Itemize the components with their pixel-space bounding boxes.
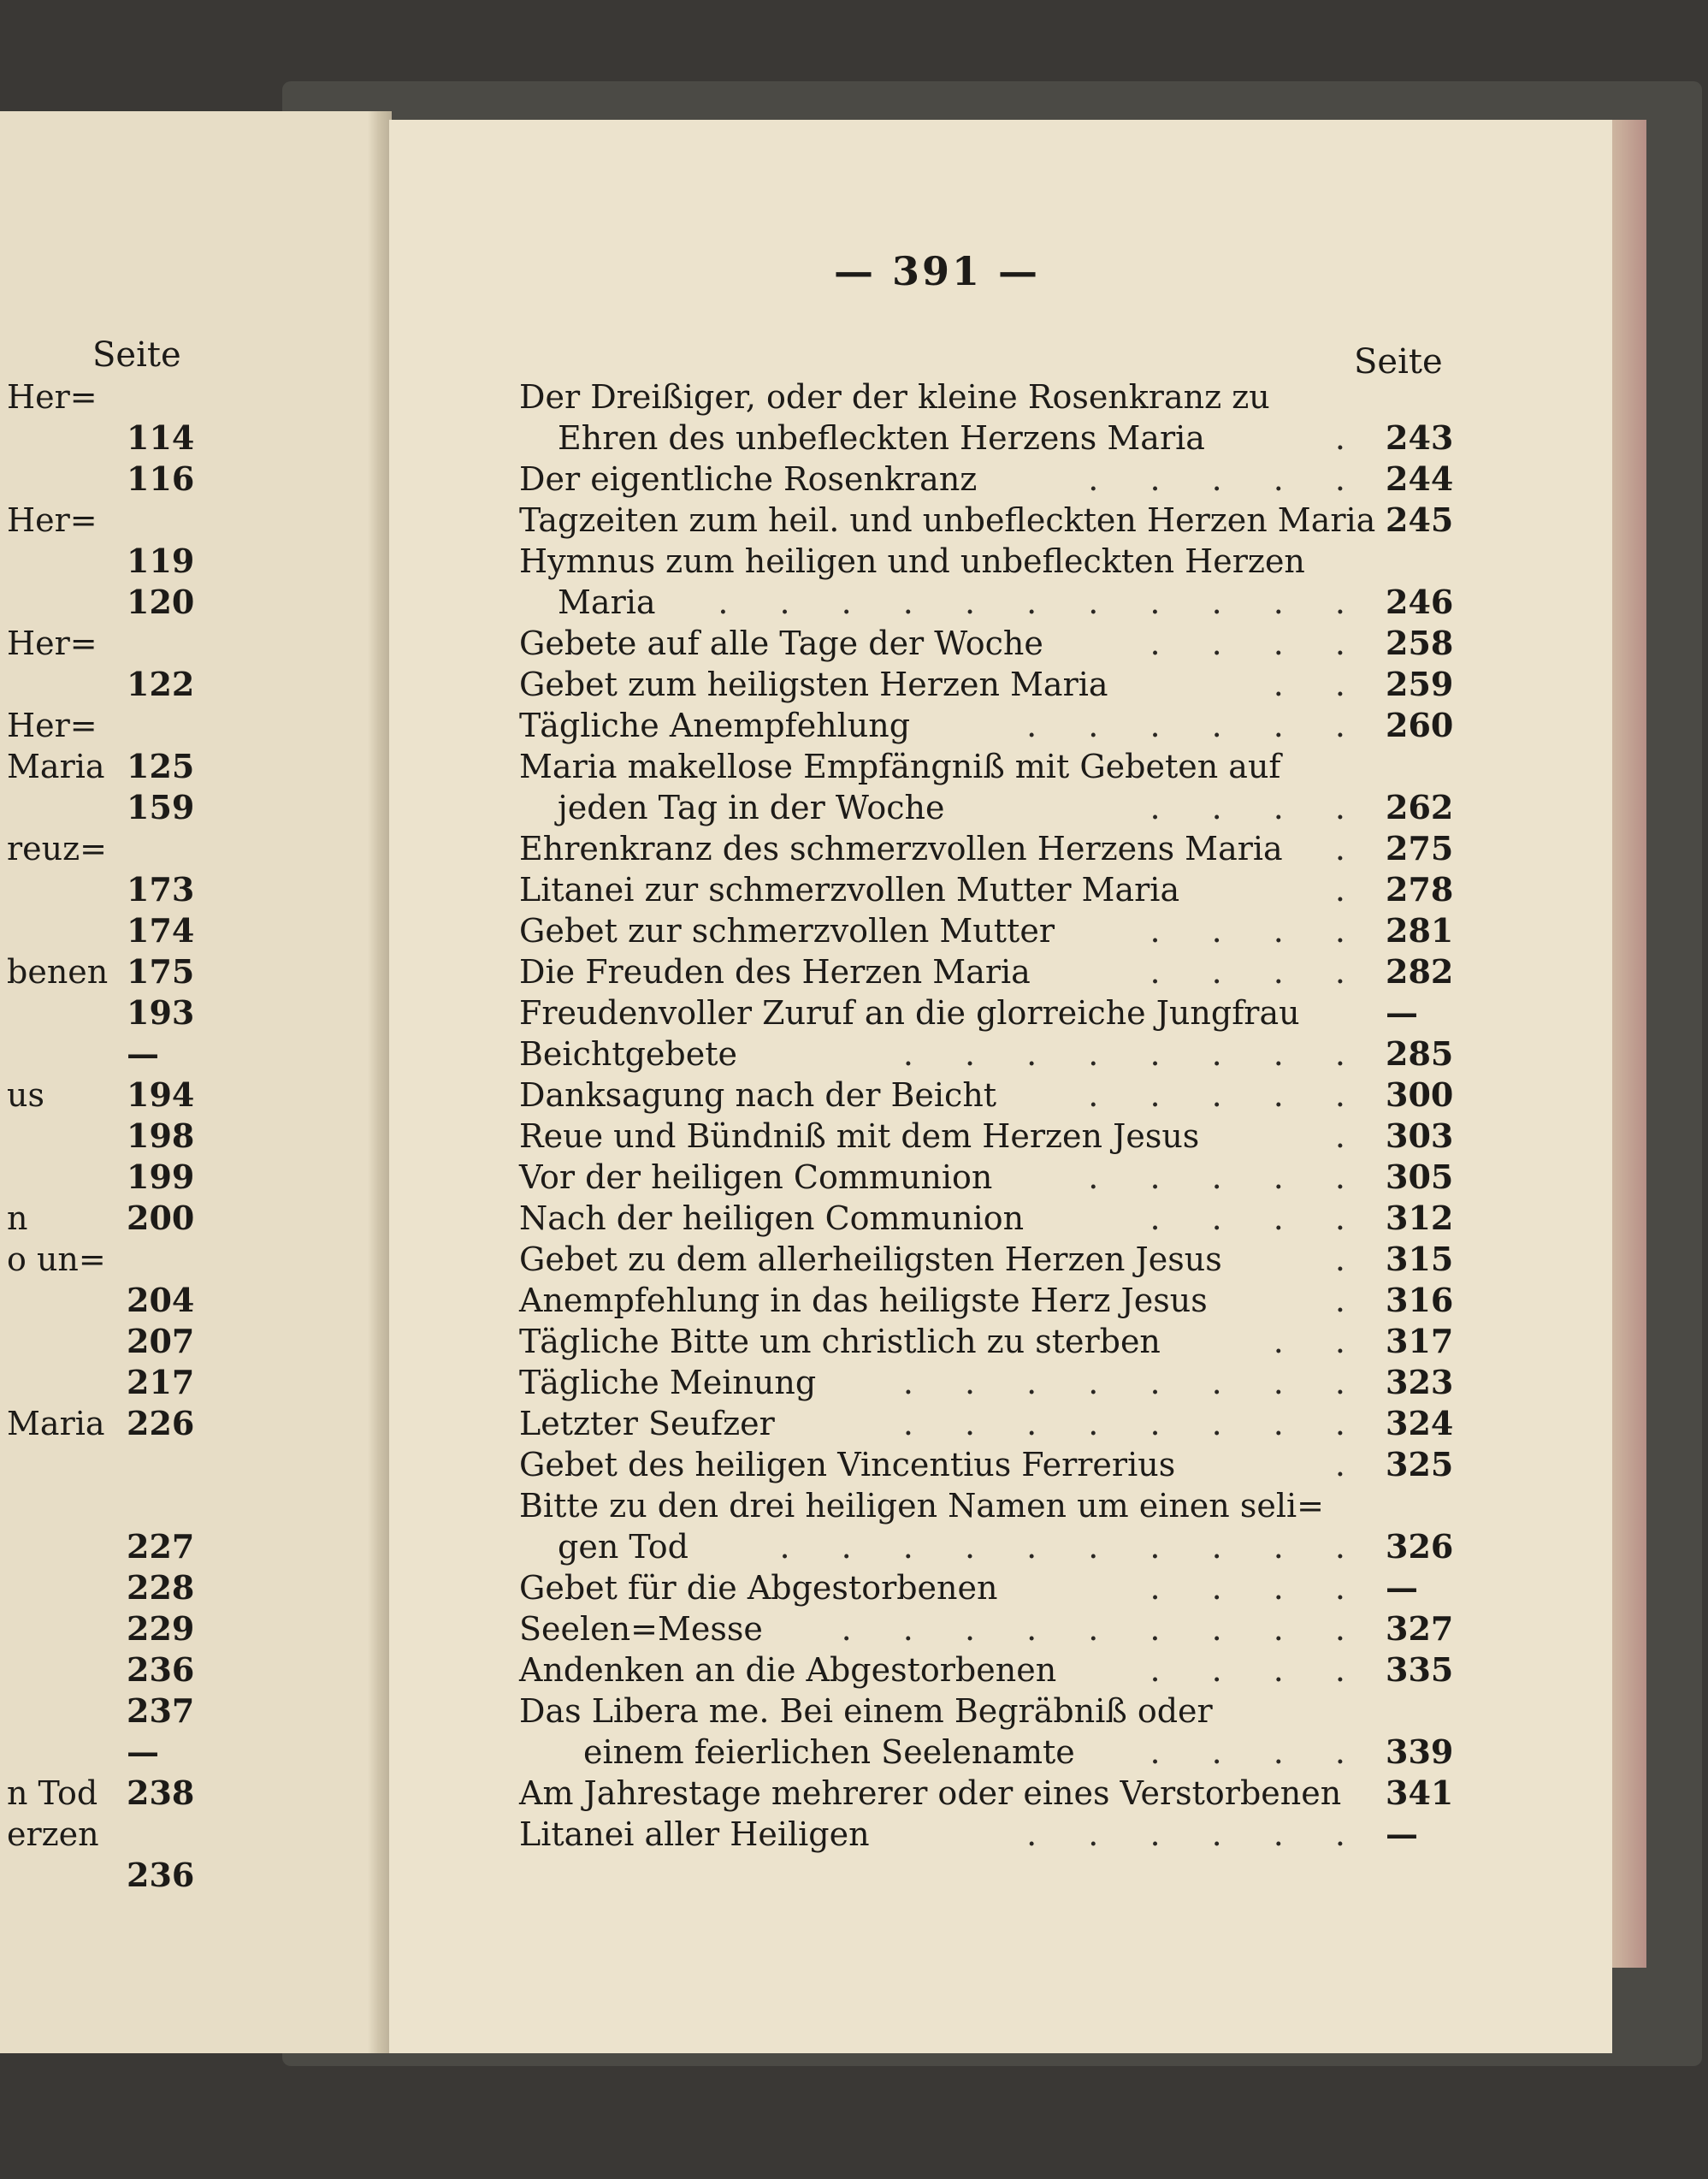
toc-entry-title: Bitte zu den drei heiligen Namen um einen seli= [519, 1487, 1324, 1525]
leader-dots: . . [1273, 1323, 1366, 1360]
toc-page-number: 316 [1386, 1281, 1454, 1319]
leader-dots: . [1334, 871, 1366, 909]
left-toc-page-number: 173 [127, 870, 195, 909]
toc-entry [519, 1321, 1460, 1362]
toc-entry [519, 1033, 1460, 1075]
left-toc-page-number: 159 [127, 788, 195, 826]
toc-entry [519, 1198, 1460, 1239]
left-toc-row [0, 417, 197, 459]
toc-page-number: 258 [1386, 624, 1454, 662]
toc-entry-line [519, 1567, 1460, 1608]
toc-entry-title: Maria makellose Empfängniß mit Gebeten auf [519, 748, 1281, 785]
toc-entry-title: Andenken an die Abgestorbenen [519, 1651, 1057, 1689]
toc-page-number: 317 [1386, 1322, 1454, 1360]
toc-page-number: 305 [1386, 1158, 1454, 1196]
toc-entry-line [519, 1116, 1460, 1157]
left-toc-row [0, 828, 197, 869]
toc-entry-line [519, 1198, 1460, 1239]
toc-page-number: 341 [1386, 1773, 1454, 1812]
toc-page-number: 259 [1386, 665, 1454, 703]
left-toc-row [0, 705, 197, 746]
table-of-contents [519, 376, 1460, 1855]
toc-entry [519, 1649, 1460, 1691]
toc-entry [519, 541, 1460, 623]
left-toc-page-number: 226 [127, 1404, 195, 1442]
toc-entry-title: Tagzeiten zum heil. und unbefleckten Herzen Maria [519, 501, 1376, 539]
toc-page-number: 260 [1386, 706, 1454, 744]
left-toc-page-number: 122 [127, 665, 195, 703]
toc-entry [519, 664, 1460, 705]
toc-entry-title: Gebet für die Abgestorbenen [519, 1569, 998, 1607]
toc-entry-line [519, 1691, 1460, 1732]
toc-entry [519, 459, 1460, 500]
toc-entry-line [519, 459, 1460, 500]
left-toc-row [0, 787, 197, 828]
toc-page-number: 278 [1386, 870, 1454, 909]
toc-entry-line [519, 1075, 1460, 1116]
toc-entry-line [519, 1280, 1460, 1321]
toc-entry-title: einem feierlichen Seelenamte [583, 1733, 1075, 1771]
left-toc-text: benen [7, 953, 109, 991]
toc-entry [519, 1157, 1460, 1198]
toc-entry [519, 623, 1460, 664]
left-toc-row [0, 1321, 197, 1362]
toc-entry-line [519, 705, 1460, 746]
toc-entry-line [519, 1321, 1460, 1362]
leader-dots: . . . . [1150, 1569, 1366, 1607]
toc-entry-title: Gebet zu dem allerheiligsten Herzen Jesus [519, 1240, 1222, 1278]
left-toc-row [0, 992, 197, 1033]
left-toc-text: us [7, 1076, 44, 1114]
toc-entry [519, 910, 1460, 951]
toc-entry [519, 1116, 1460, 1157]
toc-entry [519, 951, 1460, 992]
leader-dots: . . . . . . [1026, 1815, 1366, 1853]
left-toc-page-number: 236 [127, 1856, 195, 1894]
toc-entry-line [519, 1157, 1460, 1198]
toc-entry-title: Die Freuden des Herzen Maria [519, 953, 1031, 991]
page-number: — 391 — [834, 248, 1041, 294]
toc-entry [519, 1485, 1460, 1567]
seite-header-right: Seite [1354, 342, 1443, 382]
toc-page-number: 335 [1386, 1650, 1454, 1689]
leader-dots: . . . . . . [1026, 707, 1366, 744]
leader-dots: . [1334, 1446, 1366, 1483]
toc-entry-title: Nach der heiligen Communion [519, 1199, 1025, 1237]
left-toc-page-number: 175 [127, 952, 195, 991]
toc-entry-line [519, 1033, 1460, 1075]
toc-entry-title: Der eigentliche Rosenkranz [519, 460, 978, 498]
toc-entry-line [519, 1649, 1460, 1691]
leader-dots: . . [1273, 666, 1366, 703]
leader-dots: . . . . [1150, 1199, 1366, 1237]
left-toc-page-number: 120 [127, 583, 195, 621]
toc-entry-line [519, 1239, 1460, 1280]
left-toc-page-number: 204 [127, 1281, 195, 1319]
toc-page-number: 243 [1386, 418, 1454, 457]
toc-entry-title: Anempfehlung in das heiligste Herz Jesus [519, 1282, 1208, 1319]
left-toc-page-number: 200 [127, 1199, 195, 1237]
toc-entry [519, 1608, 1460, 1649]
toc-entry-line [519, 1608, 1460, 1649]
left-toc-row [0, 582, 197, 623]
toc-entry [519, 705, 1460, 746]
toc-page-number: 303 [1386, 1116, 1454, 1155]
toc-entry [519, 1280, 1460, 1321]
toc-entry-title: Gebet des heiligen Vincentius Ferrerius [519, 1446, 1176, 1483]
toc-entry-title: Der Dreißiger, oder der kleine Rosenkranz zu [519, 378, 1270, 416]
left-toc-text: Her= [7, 501, 98, 539]
toc-entry [519, 869, 1460, 910]
toc-entry-line [519, 541, 1460, 582]
toc-page-number: 282 [1386, 952, 1454, 991]
toc-entry-line [519, 1362, 1460, 1403]
leader-dots: . . . . . . . . [902, 1405, 1366, 1442]
left-toc-text: Her= [7, 625, 98, 662]
leader-dots: . . . . . . . . [902, 1035, 1366, 1073]
toc-page-number: — [1386, 993, 1418, 1032]
toc-page-number: 326 [1386, 1527, 1454, 1566]
toc-entry-line [519, 746, 1460, 787]
toc-page-number: — [1386, 1568, 1418, 1607]
left-toc-text: o un= [7, 1240, 106, 1278]
left-toc-row [0, 1732, 197, 1773]
toc-entry-title: Letzter Seufzer [519, 1405, 775, 1442]
toc-entry [519, 500, 1460, 541]
left-toc-page-number: 198 [127, 1116, 195, 1155]
toc-entry-line [519, 417, 1460, 459]
toc-entry-title: Gebet zum heiligsten Herzen Maria [519, 666, 1108, 703]
toc-entry [519, 376, 1460, 459]
left-toc-text: Her= [7, 378, 98, 416]
left-toc-page-number: 199 [127, 1158, 195, 1196]
left-toc-row [0, 1649, 197, 1691]
left-toc-text: Maria [7, 1405, 105, 1442]
toc-entry [519, 992, 1460, 1033]
toc-page-number: 300 [1386, 1075, 1454, 1114]
left-toc-row [0, 1444, 197, 1485]
toc-entry [519, 828, 1460, 869]
toc-entry [519, 1362, 1460, 1403]
toc-entry-title: Litanei zur schmerzvollen Mutter Maria [519, 871, 1180, 909]
toc-entry-line [519, 582, 1460, 623]
toc-entry-line [519, 623, 1460, 664]
toc-entry-title: Am Jahrestage mehrerer oder eines Verstorbenen [519, 1774, 1342, 1812]
left-toc-row [0, 910, 197, 951]
left-toc-row [0, 746, 197, 787]
left-toc-page-number: 217 [127, 1363, 195, 1401]
toc-entry-line [519, 1526, 1460, 1567]
left-toc-row [0, 376, 197, 417]
toc-entry-title: jeden Tag in der Woche [558, 789, 945, 826]
toc-entry-line [519, 1773, 1460, 1814]
left-toc-page-number: 193 [127, 993, 195, 1032]
left-toc-row [0, 459, 197, 500]
left-toc-row [0, 1075, 197, 1116]
toc-page-number: 262 [1386, 788, 1454, 826]
toc-entry-line [519, 664, 1460, 705]
toc-entry-line [519, 992, 1460, 1033]
left-toc-row [0, 1033, 197, 1075]
leader-dots: . . . . [1150, 1651, 1366, 1689]
left-toc-row [0, 869, 197, 910]
leader-dots: . [1334, 830, 1366, 867]
toc-entry-title: Ehren des unbefleckten Herzens Maria [558, 419, 1205, 457]
toc-entry-title: Freudenvoller Zuruf an die glorreiche Jungfrau [519, 994, 1300, 1032]
left-toc-text: Maria [7, 748, 105, 785]
left-toc-row [0, 1403, 197, 1444]
toc-entry-title: gen Tod [558, 1528, 689, 1566]
seite-header-left: Seite [92, 335, 181, 375]
leader-dots: . . . . . . . . [902, 1364, 1366, 1401]
toc-entry-line [519, 1485, 1460, 1526]
book-gutter [368, 111, 392, 2053]
toc-entry-title: Seelen=Messe [519, 1610, 763, 1648]
leader-dots: . . . . . . . . . . . [718, 583, 1366, 621]
left-toc-row [0, 664, 197, 705]
toc-entry [519, 1773, 1460, 1814]
left-toc-page-number: 227 [127, 1527, 195, 1566]
toc-entry [519, 1567, 1460, 1608]
toc-entry [519, 1444, 1460, 1485]
toc-entry-title: Hymnus zum heiligen und unbefleckten Herzen [519, 542, 1305, 580]
toc-entry-line [519, 869, 1460, 910]
leader-dots: . . . . [1150, 912, 1366, 950]
left-toc-page-number: — [127, 1732, 159, 1771]
left-toc-page-number: 229 [127, 1609, 195, 1648]
toc-entry-title: Das Libera me. Bei einem Begräbniß oder [519, 1692, 1213, 1730]
toc-page-number: 281 [1386, 911, 1454, 950]
left-toc-page-number: 237 [127, 1691, 195, 1730]
leader-dots: . [1334, 419, 1366, 457]
toc-entry-title: Ehrenkranz des schmerzvollen Herzens Maria [519, 830, 1283, 867]
leader-dots: . . . . . . . . . [841, 1610, 1366, 1648]
toc-entry-line [519, 828, 1460, 869]
toc-entry-line [519, 1403, 1460, 1444]
toc-page-number: 325 [1386, 1445, 1454, 1483]
left-toc-page-number: 207 [127, 1322, 195, 1360]
toc-page-number: 244 [1386, 459, 1454, 498]
toc-entry [519, 746, 1460, 828]
left-toc-text: n [7, 1199, 28, 1237]
left-toc-row [0, 1362, 197, 1403]
leader-dots: . . . . [1150, 625, 1366, 662]
leader-dots: . . . . . . . . . . [779, 1528, 1366, 1566]
toc-page-number: — [1386, 1815, 1418, 1853]
left-toc-page-number: — [127, 1034, 159, 1073]
left-toc-row [0, 1526, 197, 1567]
toc-entry-title: Vor der heiligen Communion [519, 1158, 993, 1196]
left-toc-page-number: 119 [127, 542, 195, 580]
left-toc-page-number: 116 [127, 459, 195, 498]
toc-entry-line [519, 787, 1460, 828]
left-toc-page-number: 194 [127, 1075, 195, 1114]
toc-entry-line [519, 500, 1460, 541]
leader-dots: . . . . . [1088, 460, 1366, 498]
toc-page-number: 323 [1386, 1363, 1454, 1401]
left-toc-row [0, 1855, 197, 1896]
toc-entry [519, 1691, 1460, 1773]
leader-dots: . [1334, 1240, 1366, 1278]
left-toc-row [0, 1157, 197, 1198]
left-toc-row [0, 1691, 197, 1732]
toc-entry [519, 1239, 1460, 1280]
left-toc-row [0, 500, 197, 541]
toc-entry [519, 1814, 1460, 1855]
left-toc-row [0, 1485, 197, 1526]
toc-page-number: 312 [1386, 1199, 1454, 1237]
left-toc-row [0, 623, 197, 664]
left-toc-row [0, 1198, 197, 1239]
left-toc-page-number: 114 [127, 418, 195, 457]
toc-entry-line [519, 376, 1460, 417]
leader-dots: . . . . . [1088, 1076, 1366, 1114]
toc-page-number: 327 [1386, 1609, 1454, 1648]
toc-entry-title: Litanei aller Heiligen [519, 1815, 870, 1853]
toc-entry [519, 1403, 1460, 1444]
left-toc-row [0, 951, 197, 992]
leader-dots: . . . . [1150, 1733, 1366, 1771]
leader-dots: . . . . [1150, 789, 1366, 826]
left-toc-row [0, 1567, 197, 1608]
left-toc-page-number: 236 [127, 1650, 195, 1689]
toc-entry-title: Maria [558, 583, 656, 621]
toc-entry-line [519, 1732, 1460, 1773]
toc-entry-title: Gebete auf alle Tage der Woche [519, 625, 1043, 662]
toc-entry-line [519, 910, 1460, 951]
left-toc-row [0, 1239, 197, 1280]
toc-page-number: 315 [1386, 1240, 1454, 1278]
leader-dots: . [1334, 1117, 1366, 1155]
left-toc-row [0, 1773, 197, 1814]
left-toc-page-number: 125 [127, 747, 195, 785]
left-toc-text: n Tod [7, 1774, 98, 1812]
leader-dots: . . . . [1150, 953, 1366, 991]
left-toc-row [0, 1280, 197, 1321]
toc-entry-line [519, 951, 1460, 992]
left-toc-page-number: 174 [127, 911, 195, 950]
toc-entry-title: Danksagung nach der Beicht [519, 1076, 997, 1114]
left-toc-page-number: 238 [127, 1773, 195, 1812]
toc-entry-title: Tägliche Meinung [519, 1364, 817, 1401]
toc-page-number: 285 [1386, 1034, 1454, 1073]
toc-page-number: 246 [1386, 583, 1454, 621]
toc-entry-line [519, 1814, 1460, 1855]
toc-entry-title: Beichtgebete [519, 1035, 737, 1073]
toc-entry-title: Gebet zur schmerzvollen Mutter [519, 912, 1055, 950]
toc-page-number: 324 [1386, 1404, 1454, 1442]
toc-entry-title: Tägliche Anempfehlung [519, 707, 911, 744]
left-toc-page-number: 228 [127, 1568, 195, 1607]
left-toc-row [0, 541, 197, 582]
toc-page-number: 275 [1386, 829, 1454, 867]
leader-dots: . [1334, 1282, 1366, 1319]
toc-page-number: 245 [1386, 500, 1454, 539]
left-toc-column [0, 376, 197, 1896]
toc-entry-title: Reue und Bündniß mit dem Herzen Jesus [519, 1117, 1200, 1155]
left-toc-text: Her= [7, 707, 98, 744]
toc-page-number: 339 [1386, 1732, 1454, 1771]
left-toc-row [0, 1814, 197, 1855]
toc-entry [519, 1075, 1460, 1116]
left-toc-row [0, 1116, 197, 1157]
left-toc-text: erzen [7, 1815, 99, 1853]
toc-entry-title: Tägliche Bitte um christlich zu sterben [519, 1323, 1161, 1360]
leader-dots: . . . . . [1088, 1158, 1366, 1196]
toc-entry-line [519, 1444, 1460, 1485]
left-toc-row [0, 1608, 197, 1649]
left-toc-text: reuz= [7, 830, 107, 867]
